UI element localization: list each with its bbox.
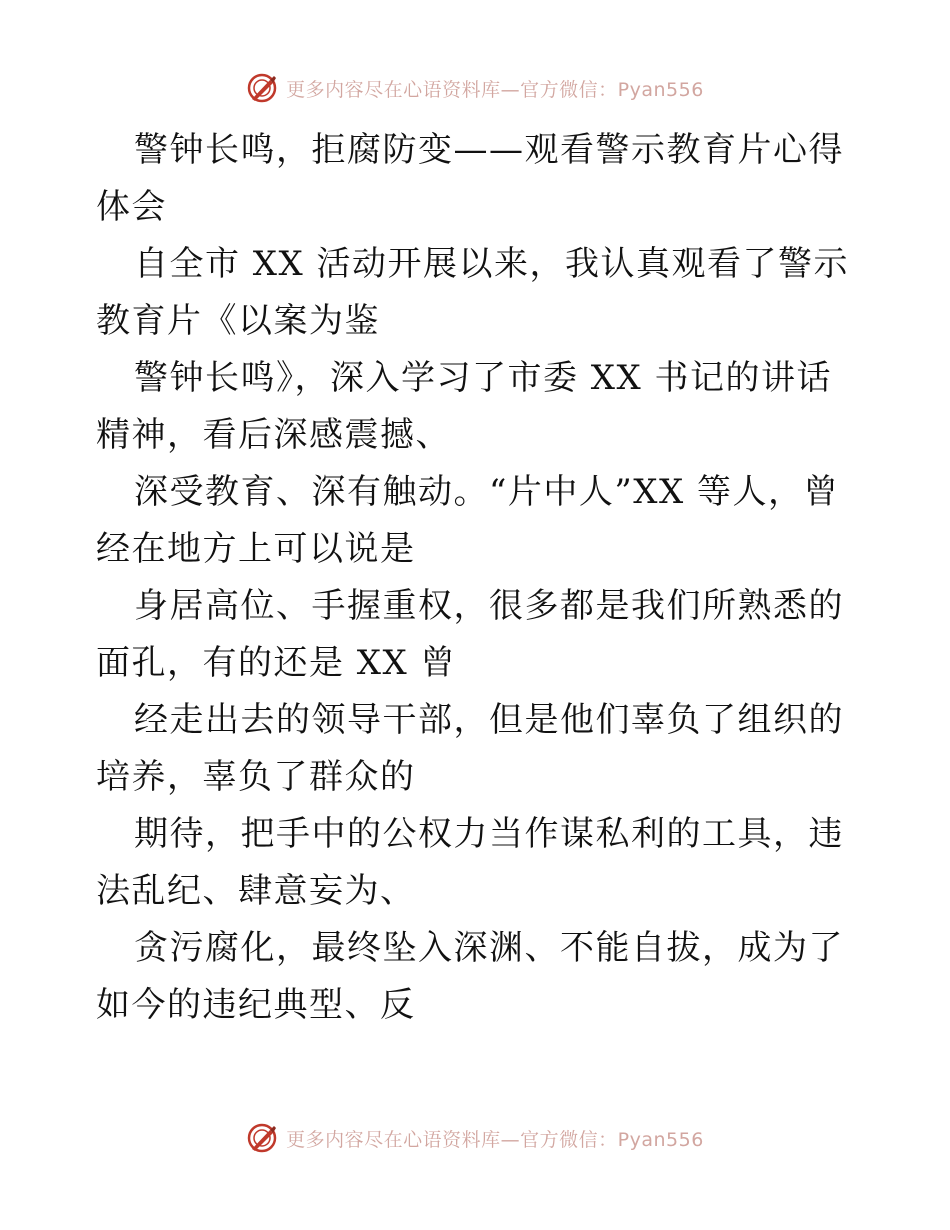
body-paragraph: 期待，把手中的公权力当作谋私利的工具，违法乱纪、肆意妄为、 (96, 814, 844, 911)
body-paragraph: 经走出去的领导干部，但是他们辜负了组织的培养，辜负了群众的 (96, 700, 844, 797)
pen-logo-icon (246, 72, 278, 104)
body-paragraph: 自全市 XX 活动开展以来，我认真观看了警示教育片《以案为鉴 (96, 244, 850, 341)
watermark-text: 更多内容尽在心语资料库—官方微信：Pyan556 (286, 1128, 704, 1151)
body-paragraph: 贪污腐化，最终坠入深渊、不能自拔，成为了如今的违纪典型、反 (96, 928, 844, 1025)
footer-watermark (0, 1122, 950, 1154)
body-paragraph: 警钟长鸣》，深入学习了市委 XX 书记的讲话精神，看后深感震撼、 (96, 358, 833, 455)
body-paragraph: 深受教育、深有触动。“片中人”XX 等人，曾经在地方上可以说是 (96, 472, 839, 569)
pen-logo-icon (246, 1122, 278, 1154)
body-paragraph: 身居高位、手握重权，很多都是我们所熟悉的面孔，有的还是 XX 曾 (96, 586, 844, 683)
watermark-text: 更多内容尽在心语资料库—官方微信：Pyan556 (286, 78, 704, 101)
document-body (96, 122, 856, 1034)
document-title: 警钟长鸣，拒腐防变——观看警示教育片心得体会 (96, 130, 844, 227)
header-watermark (0, 72, 950, 104)
